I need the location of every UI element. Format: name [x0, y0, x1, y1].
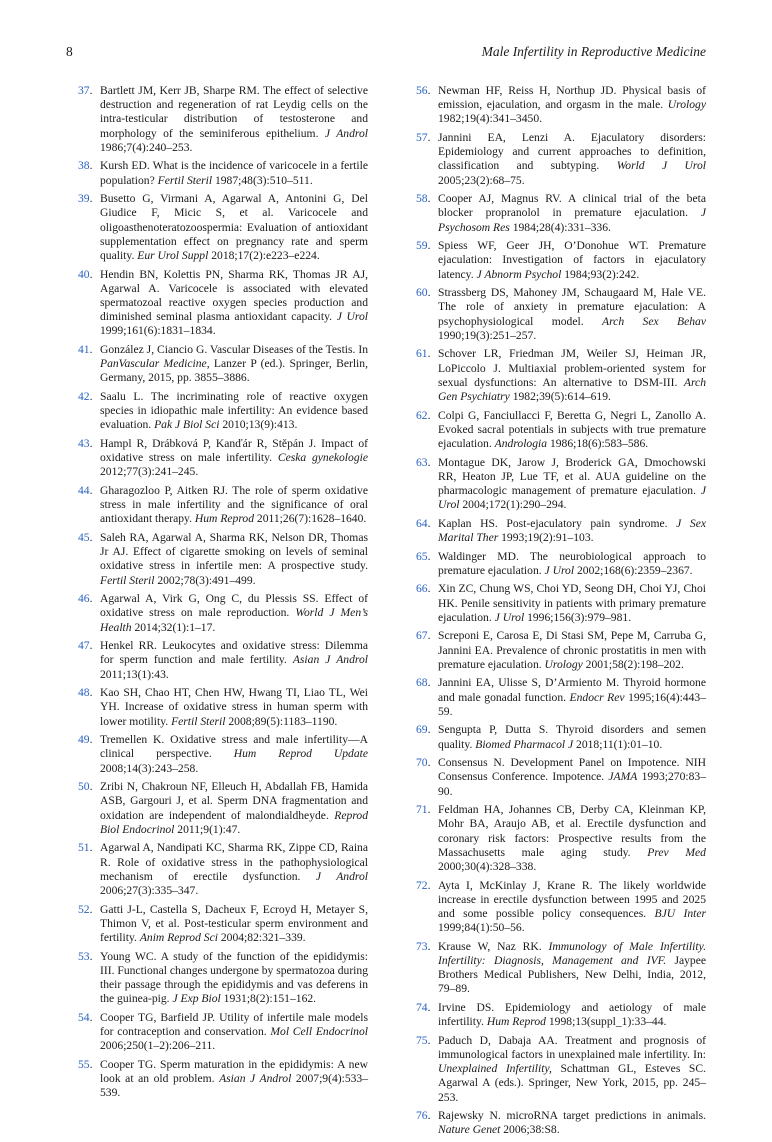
reference-text: Saalu L. The incriminating role of reactive oxygen species in idiopathic male infertility: An evidence based evaluation. [100, 390, 368, 432]
reference-item [78, 950, 368, 1007]
reference-source: J Urol [438, 484, 706, 512]
reference-text: 1984;93(2):242. [561, 267, 640, 281]
reference-number-link[interactable]: 52 . [78, 903, 93, 917]
reference-text: , Lanzer P (ed.). Springer, Berlin, Germany, 2015, pp. 3855–3886. [100, 357, 368, 385]
reference-item [416, 84, 706, 127]
reference-source: World J Men’s Health [100, 606, 368, 634]
reference-number-link[interactable]: 71 . [416, 803, 431, 817]
reference-text: 2012;77(3):241–245. [100, 465, 199, 479]
reference-source: Asian J Androl [219, 1072, 292, 1086]
reference-source: Urology [544, 657, 583, 671]
reference-source: Fertil Steril [100, 573, 155, 587]
reference-source: Arch Gen Psychiatry [438, 375, 706, 404]
reference-item [416, 756, 706, 799]
reference-text: Waldinger MD. The neurobiological approach to premature ejaculation. [438, 549, 706, 577]
reference-source: J Urol [494, 610, 525, 624]
reference-number-link[interactable]: 55 . [78, 1058, 93, 1072]
reference-item [416, 629, 706, 672]
reference-source: Hum Reprod [486, 1015, 546, 1029]
reference-number-link[interactable]: 47 . [78, 639, 93, 653]
reference-text: 2011;9(1):47. [174, 822, 241, 836]
reference-number-link[interactable]: 64 . [416, 517, 431, 531]
reference-text: 1995;16(4):443–59. [438, 690, 706, 718]
reference-text: Jannini EA, Ulisse S, D’Armiento M. Thyroid hormone and male gonadal function. [438, 676, 706, 704]
reference-text: 1993;19(2):91–103. [498, 531, 594, 545]
reference-source: Ceska gynekologie [277, 451, 368, 465]
reference-text: Newman HF, Reiss H, Northup JD. Physical basis of emission, ejaculation, and orgasm in the male. [438, 84, 706, 112]
reference-text: Agarwal A, Virk G, Ong C, du Plessis SS. Effect of oxidative stress on male reproduction. [100, 592, 368, 620]
reference-text: 1993;270:83–90. [438, 770, 707, 798]
reference-source: Eur Urol Suppl [137, 249, 209, 263]
reference-number-link[interactable]: 67 . [416, 629, 431, 643]
reference-item [416, 347, 706, 404]
reference-number-link[interactable]: 57 . [416, 131, 431, 145]
reference-text: Xin ZC, Chung WS, Choi YD, Seong DH, Choi YJ, Choi HK. Penile sensitivity in patients with primary premature ejaculation. [438, 582, 706, 624]
reference-item [416, 1034, 706, 1105]
reference-text: Busetto G, Virmani A, Agarwal A, Antonini G, Del Giudice F, Micic S, et al. Varicocele and oligoasthenoteratozoospermia: Evaluation of antioxidant supplementation effect on pregnancy rate and sperm quality. [100, 192, 368, 263]
reference-text: 2010;13(9):413. [219, 418, 298, 432]
reference-text: Gharagozloo P, Aitken RJ. The role of sperm oxidative stress in male infertility and the significance of oral antioxidant therapy. [100, 484, 368, 526]
reference-text: Feldman HA, Johannes CB, Derby CA, Kleinman KP, Mohr BA, Araujo AB, et al. Erectile dysfunction and coronary risk factors: Prospective results from the Massachusetts male aging study. [438, 803, 706, 859]
reference-number-link[interactable]: 75 . [416, 1034, 431, 1048]
reference-number-link[interactable]: 38 . [78, 159, 93, 173]
reference-text: Young WC. A study of the function of the epididymis: III. Functional changes undergone by spermatozoa during their passage through the epididymis and vas deferens in the guinea-pig. [100, 949, 368, 1006]
reference-source: J Sex Marital Ther [438, 516, 706, 545]
reference-number-link[interactable]: 63 . [416, 456, 431, 470]
reference-source: Hum Reprod Update [233, 747, 368, 761]
reference-text: 1982;19(4):341–3450. [438, 112, 543, 126]
reference-source: JAMA [608, 770, 638, 784]
reference-text: Gatti J-L, Castella S, Dacheux F, Ecroyd H, Metayer S, Thimon V, et al. Post-testicular sperm environment and fertility. [100, 902, 368, 945]
reference-item [416, 803, 706, 874]
reference-item [78, 903, 368, 946]
reference-number-link[interactable]: 56 . [416, 84, 431, 98]
reference-item [416, 676, 706, 719]
page-header [66, 44, 706, 64]
reference-text: 2007;9(4):533–539. [100, 1072, 369, 1100]
reference-text: Tremellen K. Oxidative stress and male infertility—A clinical perspective. [100, 733, 368, 761]
reference-text: Colpi G, Fanciullacci F, Beretta G, Negri L, Zanollo A. Evoked sacral potentials in subjects with true premature ejaculation. [438, 408, 706, 451]
reference-number-link[interactable]: 73 . [416, 940, 431, 954]
reference-number-link[interactable]: 44 . [78, 484, 93, 498]
reference-item [78, 192, 368, 263]
reference-source: Asian J Androl [292, 653, 368, 667]
reference-text: 1999;84(1):50–56. [438, 921, 525, 935]
reference-item [78, 343, 368, 386]
reference-item [78, 390, 368, 433]
reference-item [78, 159, 368, 187]
reference-number-link[interactable]: 69 . [416, 723, 431, 737]
reference-text: Bartlett JM, Kerr JB, Sharpe RM. The effect of selective destruction and regeneration of rat Leydig cells on the intra-testicular distribution of testosterone and morphology of the seminiferous epithelium. [100, 84, 368, 140]
reference-text: Sengupta P, Dutta S. Thyroid disorders and semen quality. [438, 723, 706, 751]
reference-text: González J, Ciancio G. Vascular Diseases of the Testis. In [100, 343, 368, 357]
reference-source: Andrologia [494, 437, 548, 451]
reference-text: Spiess WF, Geer JH, O’Donohue WT. Premature ejaculation: Investigation of factors in ejaculatory latency. [438, 239, 706, 281]
reference-number-link[interactable]: 65 . [416, 550, 431, 564]
reference-text: 2008;14(3):243–258. [100, 761, 199, 775]
reference-source: Mol Cell Endocrinol [270, 1025, 368, 1039]
reference-source: Hum Reprod [194, 512, 255, 526]
reference-text: 2011;26(7):1628–1640. [254, 512, 367, 526]
reference-text: Jannini EA, Lenzi A. Ejaculatory disorders: Epidemiology and current approaches to definition, classification and subtyping. [438, 131, 706, 173]
reference-item [78, 686, 368, 729]
reference-number-link[interactable]: 37 . [78, 84, 93, 98]
reference-source: Prev Med [647, 845, 706, 859]
reference-text: Cooper TG, Barfield JP. Utility of infertile male models for contraception and conservation. [100, 1010, 368, 1039]
reference-number-link[interactable]: 58 . [416, 192, 431, 206]
reference-text: Ayta I, McKinlay J, Krane R. The likely worldwide increase in erectile dysfunction between 1995 and 2025 and some possible policy consequences. [438, 878, 706, 921]
reference-text: 2005;23(2):68–75. [438, 173, 525, 187]
reference-source: World J Urol [616, 159, 706, 173]
reference-text: 2002;78(3):491–499. [154, 573, 256, 587]
reference-source: J Abnorm Psychol [476, 267, 562, 281]
reference-text: 2004;82:321–339. [217, 931, 306, 945]
reference-text: 2000;30(4):328–338. [438, 860, 537, 874]
reference-item [416, 517, 706, 545]
reference-number-link[interactable]: 61 . [416, 347, 431, 361]
reference-number-link[interactable]: 40 . [78, 268, 93, 282]
reference-text: Saleh RA, Agarwal A, Sharma RK, Nelson DR, Thomas Jr AJ. Effect of cigarette smoking on levels of seminal oxidative stress in infertile men: A prospective study. [100, 531, 368, 573]
reference-item [78, 484, 368, 527]
reference-item [78, 780, 368, 837]
reference-number-link[interactable]: 66 . [416, 582, 431, 596]
reference-item [416, 1001, 706, 1029]
reference-text: 1998;13(suppl_1):33–44. [545, 1015, 667, 1029]
reference-text: 2006;250(1–2):206–211. [100, 1039, 216, 1053]
reference-text: 1987;48(3):510–511. [212, 173, 313, 187]
reference-item [416, 409, 706, 452]
reference-text: 1986;18(6):583–586. [547, 437, 649, 451]
reference-text: Kaplan HS. Post-ejaculatory pain syndrome. [438, 516, 677, 530]
reference-source: Endocr Rev [569, 690, 625, 704]
reference-text: Schover LR, Friedman JM, Weiler SJ, Heiman JR, LoPiccolo J. Multiaxial problem-oriented system for sexual dysfunctions: An alternative to DSM-III. [438, 347, 706, 389]
reference-text: 2008;89(5):1183–1190. [225, 714, 338, 728]
reference-source: Immunology of Male Infertility. Infertility: Diagnosis, Management and IVF. [438, 939, 706, 968]
reference-number-link[interactable]: 72 . [416, 879, 431, 893]
reference-item [416, 582, 706, 625]
reference-text: Hampl R, Drábková P, Kanďár R, Stěpán J. Impact of oxidative stress on male infertility. [100, 437, 368, 465]
reference-text: Hendin BN, Kolettis PN, Sharma RK, Thomas JR AJ, Agarwal A. Varicocele is associated with elevated spermatozoal reactive oxygen species production and diminished seminal plasma antioxidant capacity. [100, 267, 368, 324]
reference-item [78, 437, 368, 480]
reference-item [78, 268, 368, 339]
reference-text: Rajewsky N. microRNA target predictions in animals. [438, 1109, 706, 1123]
reference-text: 1931;8(2):151–162. [220, 992, 317, 1006]
reference-source: Reprod Biol Endocrinol [100, 808, 368, 836]
reference-text: 2018;17(2):e223–e224. [208, 249, 320, 263]
reference-item [416, 286, 706, 343]
reference-text: Cooper AJ, Magnus RV. A clinical trial of the beta blocker propranolol in premature ejaculation. [438, 192, 706, 220]
reference-number-link[interactable]: 60 . [416, 286, 431, 300]
reference-text: Agarwal A, Nandipati KC, Sharma RK, Zippe CD, Raina R. Role of oxidative stress in the pathophysiological mechanism of erectile dysfunction. [100, 841, 368, 883]
reference-number-link[interactable]: 49 . [78, 733, 93, 747]
reference-item [78, 592, 368, 635]
reference-item [416, 1109, 706, 1137]
reference-number-link[interactable]: 42 . [78, 390, 93, 404]
reference-text: 2004;172(1):290–294. [459, 498, 567, 512]
reference-text: 2006;38:S8. [500, 1123, 560, 1137]
reference-number-link[interactable]: 43 . [78, 437, 93, 451]
reference-number-link[interactable]: 41 . [78, 343, 93, 357]
reference-item [78, 733, 368, 776]
reference-item [416, 879, 706, 936]
reference-text: Paduch D, Dabaja AA. Treatment and prognosis of immunological factors in unexplained male infertility. In: [438, 1033, 706, 1062]
reference-number-link[interactable]: 39 . [78, 192, 93, 206]
running-title: Male Infertility in Reproductive Medicine [481, 44, 706, 59]
reference-source: BJU Inter [654, 907, 706, 921]
reference-number-link[interactable]: 54 . [78, 1011, 93, 1025]
reference-text: 2001;58(2):198–202. [582, 657, 684, 671]
reference-source: J Androl [324, 126, 368, 140]
page-number: 8 [66, 44, 73, 59]
reference-text: Consensus N. Development Panel on Impotence. NIH Consensus Conference. Impotence. [438, 756, 706, 784]
reference-item [416, 940, 706, 997]
reference-item [416, 192, 706, 235]
reference-number-link[interactable]: 48 . [78, 686, 93, 700]
reference-number-link[interactable]: 62 . [416, 409, 431, 423]
reference-text: Montague DK, Jarow J, Broderick GA, Dmochowski RR, Heaton JP, Lue TF, et al. AUA guideline on the pharmacologic management of premature ejaculation. [438, 455, 706, 498]
reference-source: Biomed Pharmacol J [475, 737, 574, 751]
reference-number-link[interactable]: 68 . [416, 676, 431, 690]
reference-text: Jaypee Brothers Medical Publishers, New Delhi, India, 2012, 79–89. [438, 954, 706, 996]
reference-text: 2006;27(3):335–347. [100, 884, 199, 898]
reference-source: J Exp Biol [172, 992, 221, 1006]
reference-number-link[interactable]: 46 . [78, 592, 93, 606]
reference-item [78, 84, 368, 155]
reference-source: J Urol [336, 310, 368, 324]
reference-column-right [416, 84, 706, 1142]
reference-item [416, 723, 706, 751]
reference-text: 2014;32(1):1–17. [131, 620, 216, 634]
reference-source: Unexplained Infertility, [438, 1062, 552, 1076]
reference-text: 2011;13(1):43. [100, 667, 169, 681]
reference-number-link[interactable]: 70 . [416, 756, 431, 770]
reference-number-link[interactable]: 45 . [78, 531, 93, 545]
reference-text: 2002;168(6):2359–2367. [574, 563, 693, 577]
reference-source: Arch Sex Behav [602, 314, 706, 328]
reference-source: Pak J Biol Sci [154, 418, 220, 432]
reference-source: Urology [667, 98, 706, 112]
reference-text: 1986;7(4):240–253. [100, 140, 193, 154]
reference-text: Irvine DS. Epidemiology and aetiology of male infertility. [438, 1001, 706, 1029]
reference-text: Henkel RR. Leukocytes and oxidative stress: Dilemma for sperm function and male fertility. [100, 639, 368, 667]
reference-text: Kao SH, Chao HT, Chen HW, Hwang TI, Liao TL, Wei YH. Increase of oxidative stress in human sperm with lower motility. [100, 686, 368, 728]
reference-item [78, 1058, 368, 1101]
reference-item [416, 131, 706, 188]
reference-number-link[interactable]: 53 . [78, 950, 93, 964]
reference-number-link[interactable]: 51 . [78, 841, 93, 855]
reference-item [78, 531, 368, 588]
reference-text: 2018;11(1):01–10. [573, 737, 663, 751]
reference-text: Kursh ED. What is the incidence of varicocele in a fertile population? [100, 159, 368, 187]
reference-text: Cooper TG. Sperm maturation in the epididymis: A new look at an old problem. [100, 1057, 368, 1086]
reference-source: Fertil Steril [171, 714, 226, 728]
reference-text: 1984;28(4):331–336. [509, 220, 611, 234]
reference-text: Schattman GL, Esteves SC. Agarwal A (eds.). Springer, New York, 2015, pp. 245–253. [438, 1062, 706, 1104]
reference-text: Krause W, Naz RK. [438, 939, 549, 953]
reference-item [416, 239, 706, 282]
reference-item [78, 639, 368, 682]
reference-text: 1990;19(3):251–257. [438, 328, 537, 342]
reference-item [416, 550, 706, 578]
reference-number-link[interactable]: 50 . [78, 780, 93, 794]
reference-source: Fertil Steril [157, 173, 213, 187]
reference-item [78, 841, 368, 898]
reference-text: Screponi E, Carosa E, Di Stasi SM, Pepe M, Carruba G, Jannini EA. Prevalence of chronic prostatitis in men with premature ejaculation. [438, 629, 706, 671]
reference-text: Zribi N, Chakroun NF, Elleuch H, Abdallah FB, Hamida ASB, Gargouri J, et al. Sperm DNA fragmentation and oxidation are independent of malondialdheyde. [100, 780, 368, 822]
reference-text: 1996;156(3):979–981. [524, 610, 632, 624]
reference-source: Nature Genet [438, 1123, 501, 1137]
reference-number-link[interactable]: 76 . [416, 1109, 431, 1123]
reference-column-left [78, 84, 368, 1105]
reference-source: J Urol [544, 563, 575, 577]
reference-text: Strassberg DS, Mahoney JM, Schaugaard M, Hale VE. The role of anxiety in premature ejaculation: A psychophysiological model. [438, 286, 706, 328]
reference-number-link[interactable]: 59 . [416, 239, 431, 253]
reference-source: J Psychosom Res [438, 206, 706, 234]
reference-number-link[interactable]: 74 . [416, 1001, 431, 1015]
reference-source: Anim Reprod Sci [139, 931, 218, 945]
reference-text: 1999;161(6):1831–1834. [100, 324, 216, 338]
reference-source: J Androl [315, 869, 368, 883]
reference-text: 1982;39(5):614–619. [509, 390, 611, 404]
reference-source: PanVascular Medicine [100, 357, 207, 371]
reference-item [78, 1011, 368, 1054]
reference-item [416, 456, 706, 513]
